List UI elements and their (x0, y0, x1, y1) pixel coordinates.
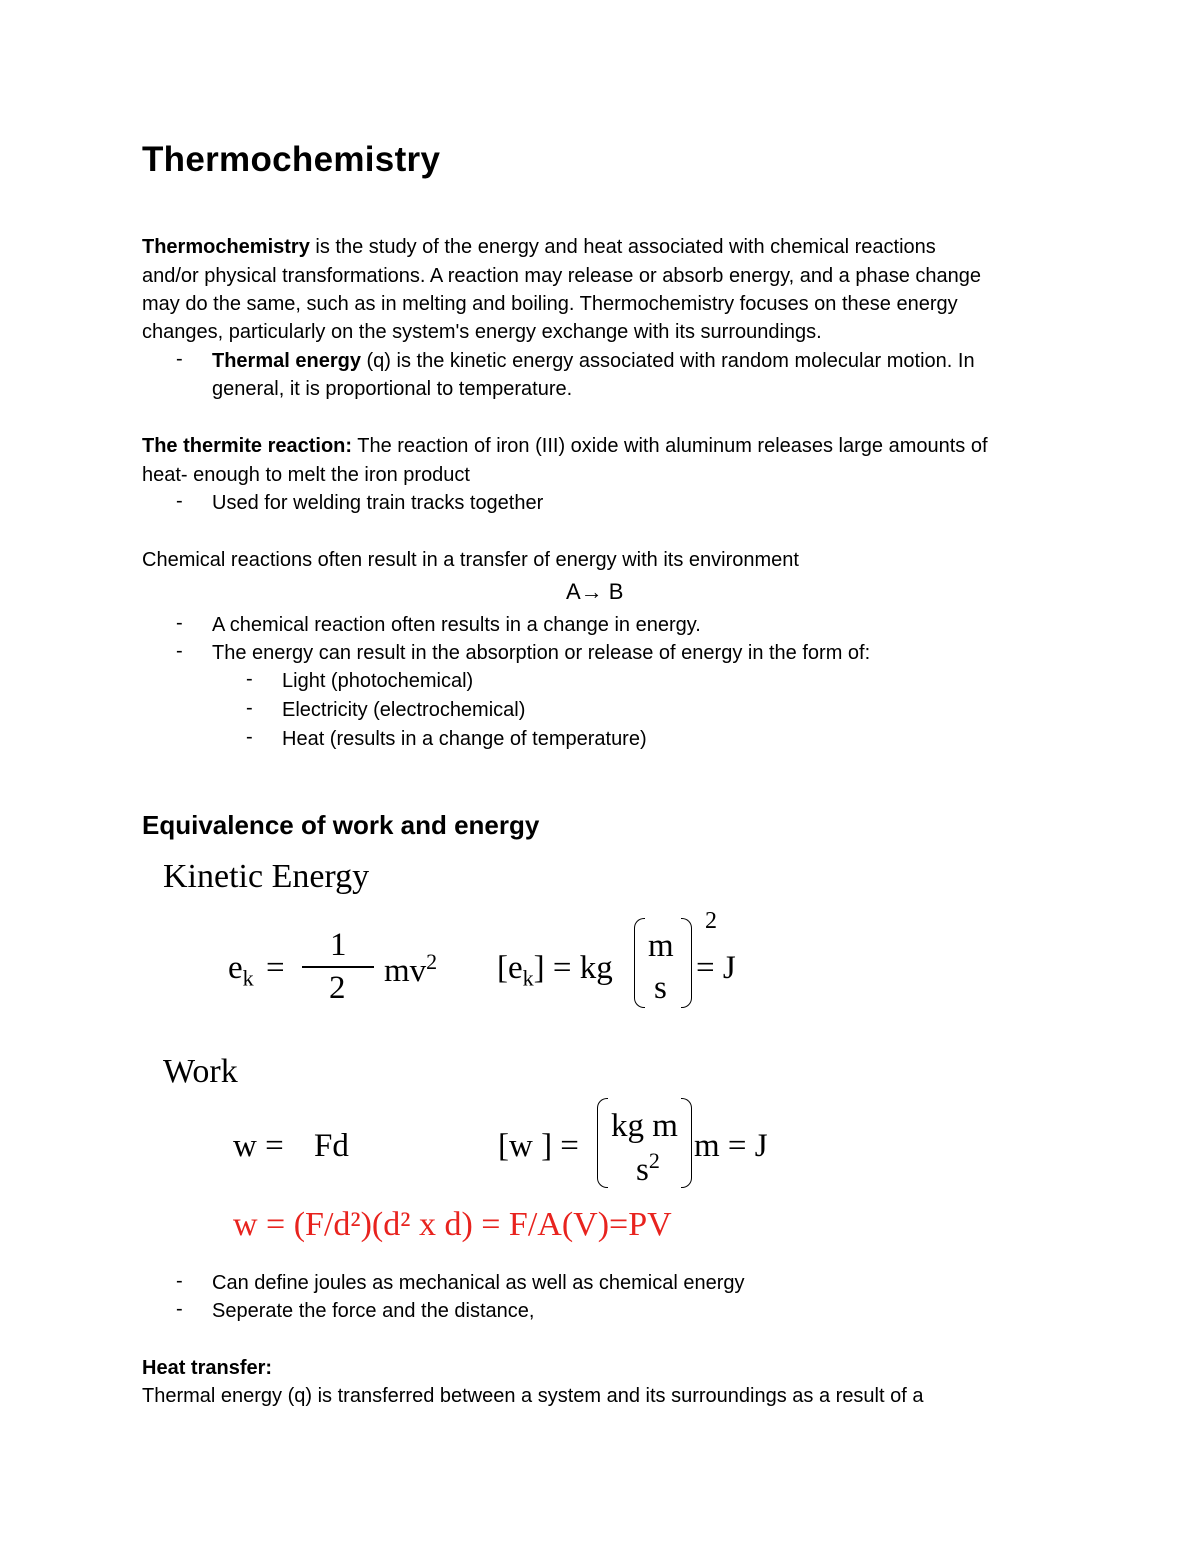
sub-bullet-light: Light (photochemical) (282, 670, 474, 692)
bullet-dash: - (176, 490, 183, 512)
ke-left-paren (634, 918, 645, 1008)
ke-term-mv: mv (384, 953, 427, 989)
ke-unit-exponent: 2 (705, 908, 717, 934)
ke-equals: = (266, 950, 285, 986)
thermite-line-2: heat- enough to melt the iron product (142, 464, 470, 486)
work-right-paren (681, 1098, 692, 1188)
work-red-equation: w = (F/d²)(d² x d) = F/A(V)=PV (233, 1206, 672, 1243)
reaction-bullet-2: The energy can result in the absorption or release of energy in the form of: (212, 642, 871, 664)
ke-unit-rhs: = J (696, 950, 736, 986)
work-bullet-2: Seperate the force and the distance, (212, 1300, 535, 1322)
sub-bullet-dash: - (246, 668, 253, 690)
ke-lhs-subscript: k (242, 965, 254, 991)
intro-line-1 (142, 233, 936, 262)
ke-unit-denominator: s (654, 970, 667, 1006)
intro-line-4: changes, particularly on the system's energy exchange with its surroundings. (142, 321, 822, 343)
ke-term-sup: 2 (426, 949, 438, 974)
ke-lhs (228, 950, 254, 992)
thermal-energy-bullet-line-1 (212, 347, 975, 376)
work-unit-numerator: kg m (611, 1108, 678, 1144)
intro-line-3: may do the same, such as in melting and boiling. Thermochemistry focuses on these energy (142, 293, 958, 315)
reactions-intro: Chemical reactions often result in a transfer of energy with its environment (142, 549, 799, 571)
term-thermite-reaction: The thermite reaction: (142, 435, 353, 457)
heat-transfer-heading: Heat transfer: (142, 1357, 273, 1379)
reaction-equation: A→ B (566, 579, 624, 604)
ke-fraction-bar (302, 966, 374, 968)
work-bullet-1: Can define joules as mechanical as well as chemical energy (212, 1272, 745, 1294)
work-unit-denominator (636, 1148, 660, 1189)
bullet-dash: - (176, 1270, 183, 1292)
work-lhs: w = (233, 1128, 284, 1164)
intro-line-2: and/or physical transformations. A reaction may release or absorb energy, and a phase change (142, 265, 982, 287)
ke-unit-kg: ] = kg (533, 950, 613, 986)
ke-unit-bracket: [e (497, 950, 523, 986)
work-unit-den-s: s (636, 1152, 649, 1188)
work-label: Work (163, 1053, 238, 1090)
thermite-line-1-text: The reaction of iron (III) oxide with aluminum releases large amounts of (352, 435, 988, 457)
bullet-dash: - (176, 612, 183, 634)
ke-right-paren (681, 918, 692, 1008)
bullet-dash: - (176, 1298, 183, 1320)
heat-transfer-text: Thermal energy (q) is transferred between a system and its surroundings as a result of a (142, 1385, 924, 1407)
ke-unit-numerator: m (648, 928, 674, 964)
work-unit-rhs: m = J (694, 1128, 768, 1164)
ke-fraction-denominator: 2 (329, 970, 346, 1006)
ke-unit-lhs (497, 950, 613, 992)
thermite-line-1 (142, 432, 988, 461)
work-left-paren (597, 1098, 608, 1188)
ke-fraction-numerator: 1 (330, 927, 347, 963)
term-thermochemistry: Thermochemistry (142, 236, 310, 258)
page-title: Thermochemistry (142, 140, 441, 179)
bullet-dash: - (176, 348, 183, 370)
bullet-dash: - (176, 640, 183, 662)
term-thermal-energy: Thermal energy (212, 350, 361, 372)
reaction-bullet-1: A chemical reaction often results in a change in energy. (212, 614, 701, 636)
kinetic-energy-label: Kinetic Energy (163, 858, 370, 895)
sub-bullet-electricity: Electricity (electrochemical) (282, 699, 526, 721)
work-rhs: Fd (314, 1128, 349, 1164)
work-unit-lhs: [w ] = (498, 1128, 579, 1164)
thermal-energy-text: (q) is the kinetic energy associated with random molecular motion. In (360, 350, 975, 372)
ke-lhs-symbol: e (228, 950, 243, 986)
thermal-energy-bullet-line-2: general, it is proportional to temperature. (212, 378, 573, 400)
section-heading-work-energy: Equivalence of work and energy (142, 810, 540, 840)
sub-bullet-heat: Heat (results in a change of temperature) (282, 728, 647, 750)
ke-unit-subscript: k (522, 965, 534, 991)
thermite-bullet: Used for welding train tracks together (212, 492, 544, 514)
sub-bullet-dash: - (246, 697, 253, 719)
work-unit-den-sup: 2 (648, 1148, 660, 1173)
sub-bullet-dash: - (246, 726, 253, 748)
intro-line-1-text: is the study of the energy and heat associated with chemical reactions (309, 236, 936, 258)
ke-term (384, 949, 437, 990)
